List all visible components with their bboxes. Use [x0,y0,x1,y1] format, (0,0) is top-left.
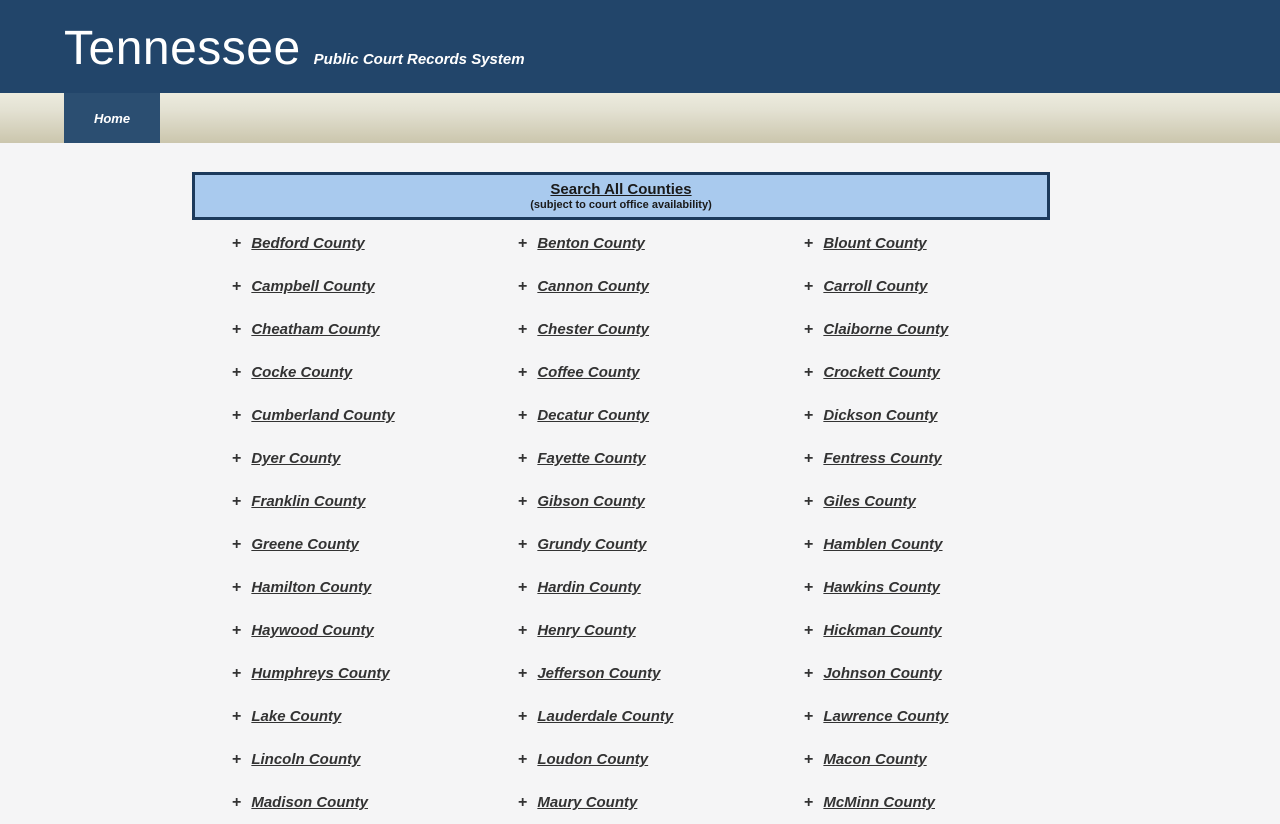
county-list-item [192,738,478,781]
county-link[interactable]: Lawrence County [823,708,949,725]
expand-plus-icon[interactable]: + [232,234,242,252]
county-link[interactable]: McMinn County [823,794,935,811]
county-list-item [764,695,1050,738]
county-link[interactable]: Macon County [823,751,927,768]
expand-plus-icon[interactable]: + [518,320,528,338]
main-content [0,143,1280,824]
county-link[interactable]: Bedford County [251,235,365,252]
county-link[interactable]: Coffee County [537,364,640,381]
county-list-item [192,394,478,437]
county-list-item [478,265,764,308]
county-link[interactable]: Haywood County [251,622,374,639]
expand-plus-icon[interactable]: + [232,492,242,510]
county-link[interactable]: Loudon County [537,751,649,768]
expand-plus-icon[interactable]: + [232,793,242,811]
expand-plus-icon[interactable]: + [518,363,528,381]
app-header [0,0,1280,93]
expand-plus-icon[interactable]: + [804,535,814,553]
county-link[interactable]: Maury County [537,794,638,811]
county-list-item [192,566,478,609]
county-link[interactable]: Jefferson County [537,665,661,682]
county-link[interactable]: Franklin County [251,493,366,510]
search-availability-note: (subject to court office availability) [530,199,712,211]
county-list-item [192,523,478,566]
county-link[interactable]: Giles County [823,493,916,510]
county-list [192,222,1050,824]
county-link[interactable]: Dyer County [251,450,341,467]
county-list-item [764,308,1050,351]
county-link[interactable]: Hickman County [823,622,942,639]
expand-plus-icon[interactable]: + [232,320,242,338]
county-list-item [192,781,478,824]
expand-plus-icon[interactable]: + [804,621,814,639]
expand-plus-icon[interactable]: + [518,793,528,811]
county-list-item [764,738,1050,781]
county-link[interactable]: Lake County [251,708,342,725]
expand-plus-icon[interactable]: + [804,449,814,467]
expand-plus-icon[interactable]: + [804,750,814,768]
county-list-item [478,738,764,781]
county-list-item [478,222,764,265]
expand-plus-icon[interactable]: + [232,664,242,682]
county-list-item [478,523,764,566]
county-list-item [478,308,764,351]
expand-plus-icon[interactable]: + [804,277,814,295]
expand-plus-icon[interactable]: + [232,449,242,467]
county-link[interactable]: Greene County [251,536,359,553]
county-link[interactable]: Chester County [537,321,650,338]
expand-plus-icon[interactable]: + [804,664,814,682]
nav-tab-home-label: Home [93,110,131,126]
expand-plus-icon[interactable]: + [804,406,814,424]
county-link[interactable]: Madison County [251,794,369,811]
county-list-item [764,652,1050,695]
county-link[interactable]: Campbell County [251,278,375,295]
county-link[interactable]: Grundy County [537,536,647,553]
expand-plus-icon[interactable]: + [518,234,528,252]
navbar [0,93,1280,143]
expand-plus-icon[interactable]: + [804,363,814,381]
county-link[interactable]: Hawkins County [823,579,941,596]
expand-plus-icon[interactable]: + [518,406,528,424]
county-link[interactable]: Cocke County [251,364,353,381]
county-link[interactable]: Benton County [537,235,645,252]
county-list-item [192,652,478,695]
county-list-item [764,566,1050,609]
county-list-item [764,222,1050,265]
county-link[interactable]: Lincoln County [251,751,361,768]
search-all-counties-link[interactable]: Search All Counties [550,181,692,198]
app-title: Tennessee [64,22,301,75]
county-link[interactable]: Hamblen County [823,536,943,553]
expand-plus-icon[interactable]: + [232,277,242,295]
county-link[interactable]: Dickson County [823,407,938,424]
expand-plus-icon[interactable]: + [518,578,528,596]
county-link[interactable]: Cannon County [537,278,649,295]
county-list-item [478,609,764,652]
county-link[interactable]: Johnson County [823,665,942,682]
county-list-item [764,523,1050,566]
app-title-group [64,24,525,74]
expand-plus-icon[interactable]: + [518,535,528,553]
expand-plus-icon[interactable]: + [518,664,528,682]
county-list-item [764,609,1050,652]
expand-plus-icon[interactable]: + [518,492,528,510]
county-list-item [764,480,1050,523]
county-list-item [478,781,764,824]
county-list-item [764,394,1050,437]
county-link[interactable]: Hamilton County [251,579,372,596]
county-list-item [192,437,478,480]
county-link[interactable]: Fayette County [537,450,646,467]
search-all-counties-box[interactable] [192,172,1050,220]
county-list-item [764,265,1050,308]
county-link[interactable]: Lauderdale County [537,708,674,725]
expand-plus-icon[interactable]: + [804,320,814,338]
county-list-item [192,308,478,351]
expand-plus-icon[interactable]: + [232,621,242,639]
county-list-item [478,351,764,394]
county-link[interactable]: Blount County [823,235,927,252]
expand-plus-icon[interactable]: + [804,793,814,811]
county-list-item [764,781,1050,824]
county-list-item [478,566,764,609]
county-link[interactable]: Decatur County [537,407,650,424]
county-list-item [192,265,478,308]
expand-plus-icon[interactable]: + [232,406,242,424]
county-list-item [192,695,478,738]
county-link[interactable]: Claiborne County [823,321,949,338]
nav-tab-home[interactable] [64,93,160,143]
county-list-item [192,351,478,394]
expand-plus-icon[interactable]: + [804,707,814,725]
county-list-item [478,394,764,437]
county-list-item [478,437,764,480]
county-list-item [478,652,764,695]
county-link[interactable]: Humphreys County [251,665,390,682]
county-link[interactable]: Cumberland County [251,407,395,424]
county-list-item [764,437,1050,480]
expand-plus-icon[interactable]: + [804,492,814,510]
county-link[interactable]: Crockett County [823,364,941,381]
expand-plus-icon[interactable]: + [518,277,528,295]
expand-plus-icon[interactable]: + [804,578,814,596]
county-link[interactable]: Carroll County [823,278,928,295]
county-link[interactable]: Cheatham County [251,321,380,338]
expand-plus-icon[interactable]: + [232,578,242,596]
county-list-item [192,480,478,523]
expand-plus-icon[interactable]: + [518,621,528,639]
county-link[interactable]: Gibson County [537,493,645,510]
county-list-item [478,480,764,523]
expand-plus-icon[interactable]: + [232,707,242,725]
expand-plus-icon[interactable]: + [804,234,814,252]
expand-plus-icon[interactable]: + [232,535,242,553]
expand-plus-icon[interactable]: + [518,750,528,768]
county-link[interactable]: Hardin County [537,579,641,596]
expand-plus-icon[interactable]: + [232,363,242,381]
county-link[interactable]: Henry County [537,622,636,639]
expand-plus-icon[interactable]: + [518,707,528,725]
county-list-item [478,695,764,738]
county-list-item [764,351,1050,394]
county-list-item [192,222,478,265]
county-link[interactable]: Fentress County [823,450,942,467]
expand-plus-icon[interactable]: + [518,449,528,467]
county-list-item [192,609,478,652]
app-subtitle: Public Court Records System [313,51,525,68]
expand-plus-icon[interactable]: + [232,750,242,768]
